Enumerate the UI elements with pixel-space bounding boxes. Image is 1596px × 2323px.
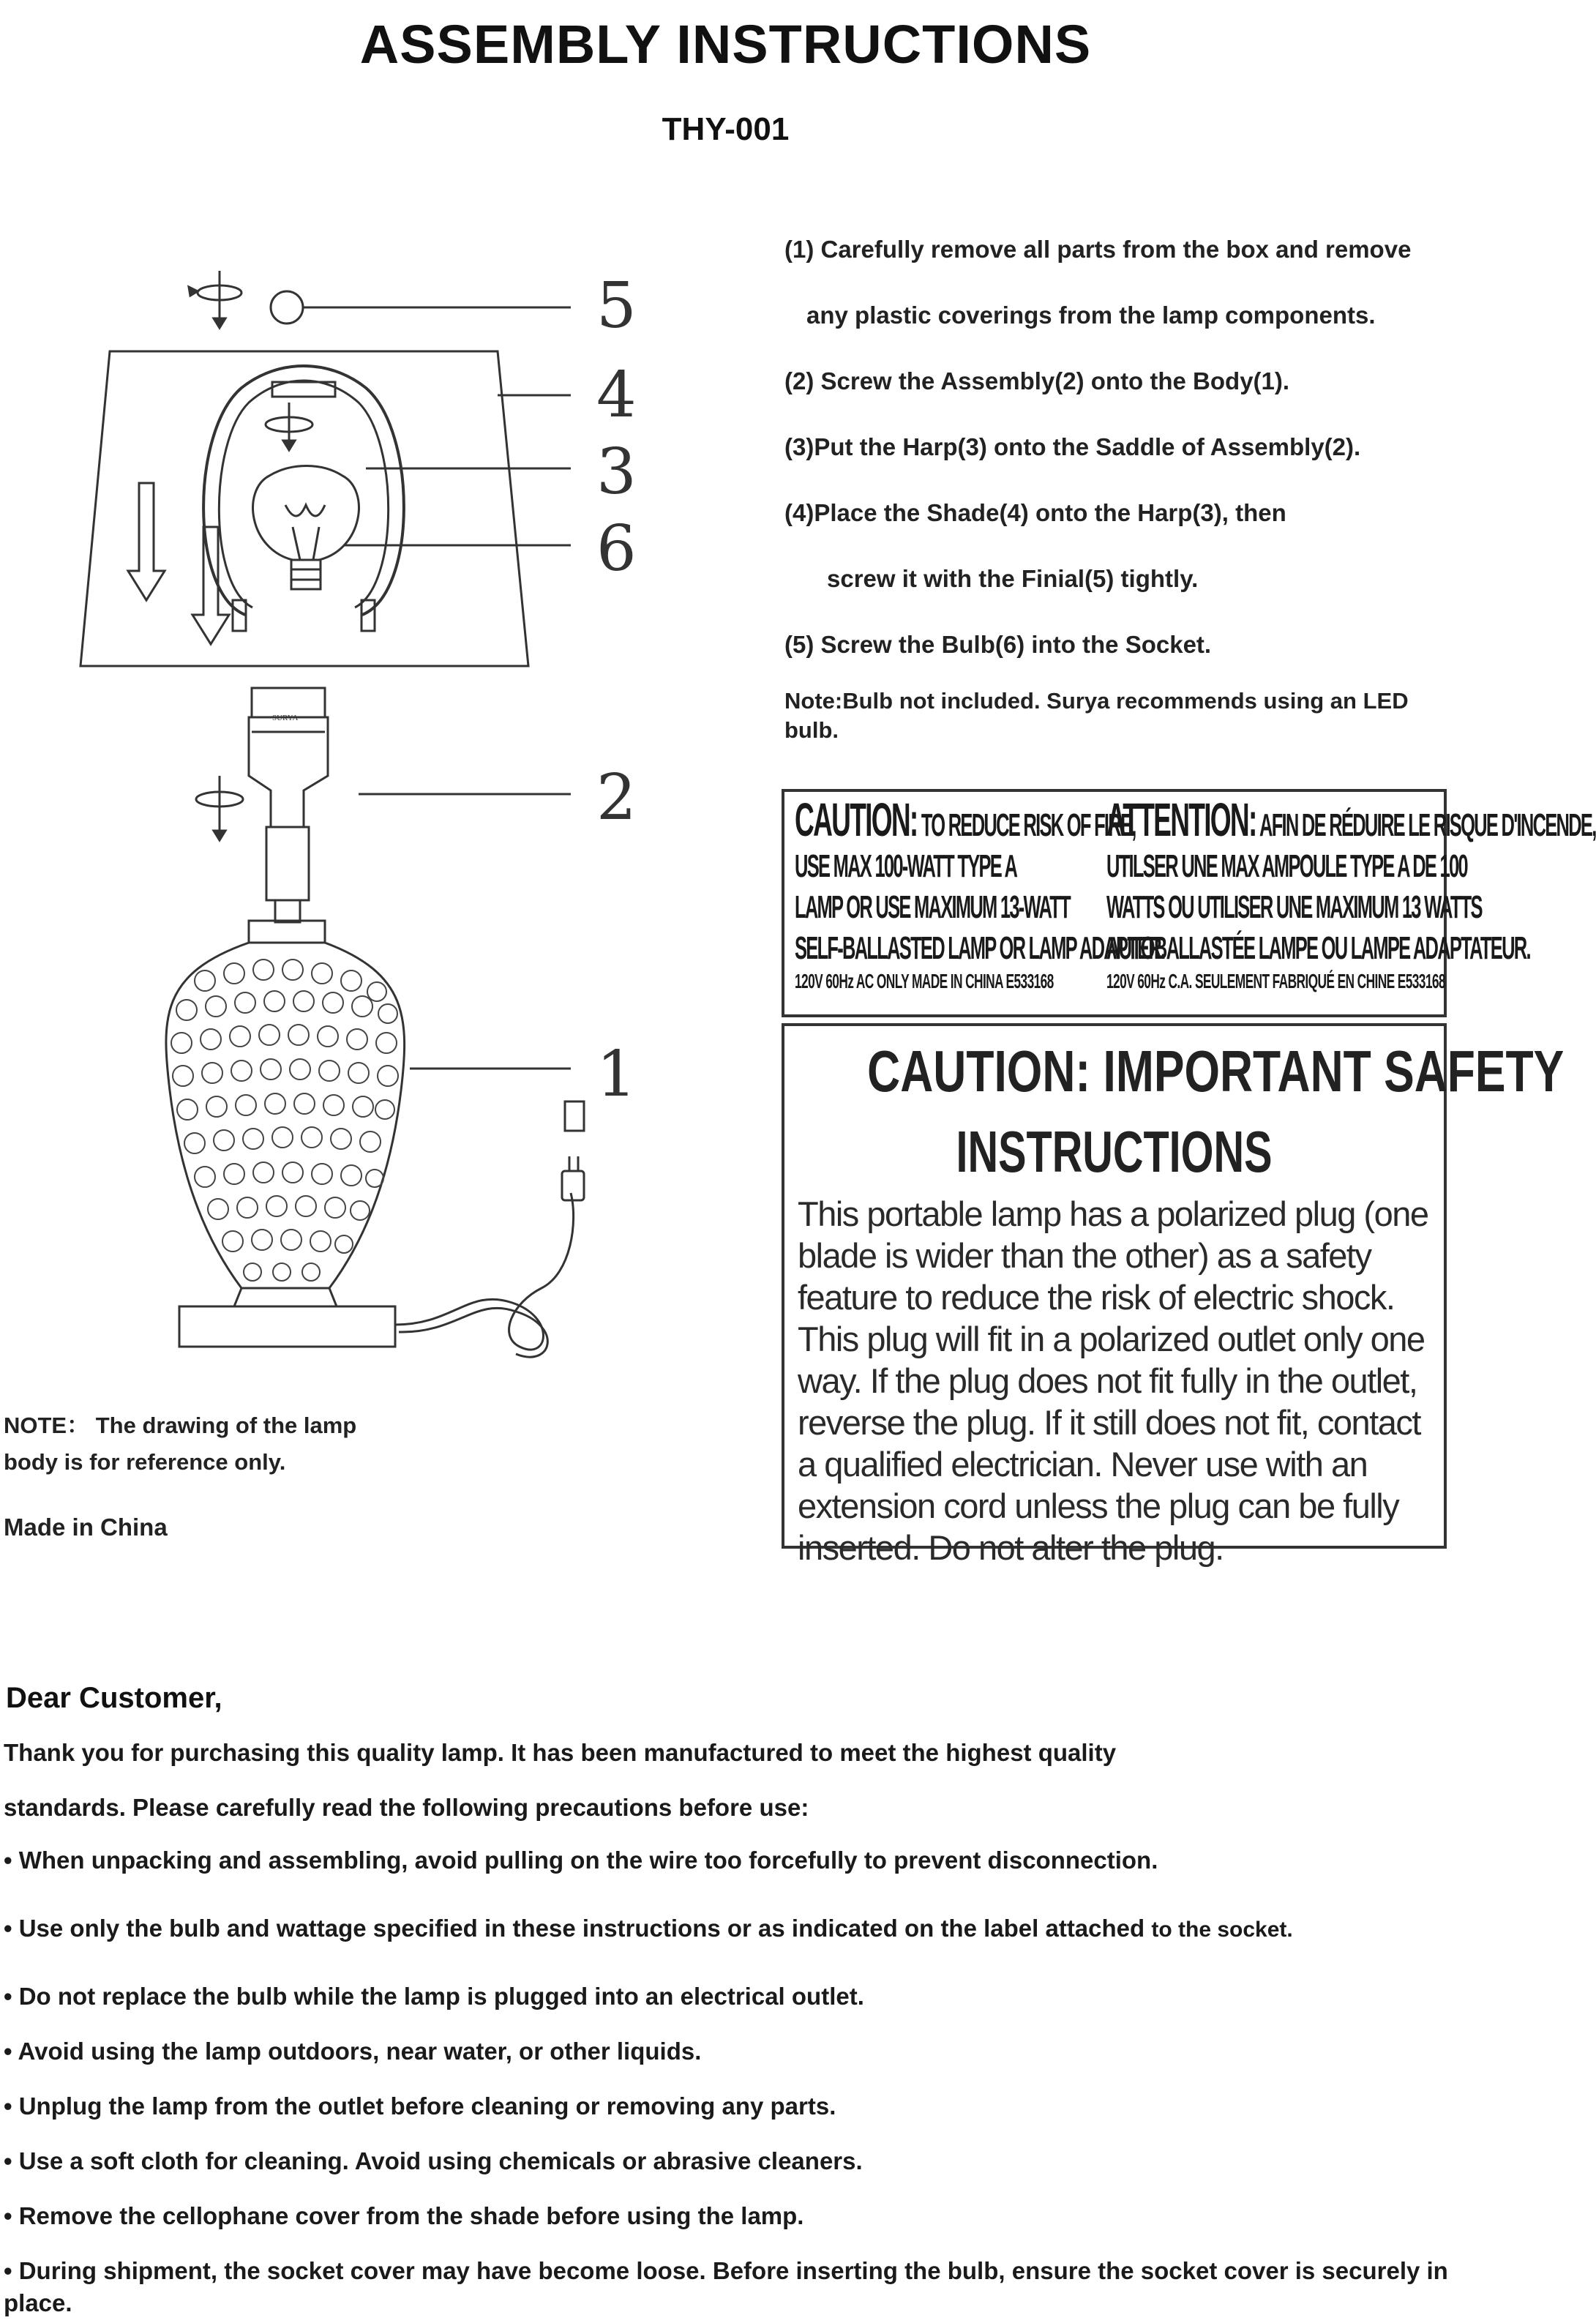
greeting: Dear Customer, [6, 1682, 222, 1714]
down-arrow-icon [192, 527, 229, 644]
part-number-3: 3 [596, 435, 637, 509]
part-number-4: 4 [596, 359, 637, 432]
step-2: (2) Screw the Assembly(2) onto the Body(1). [784, 367, 1290, 394]
intro-line-1: Thank you for purchasing this quality lamp. It has been manufactured to meet the highest quality [4, 1739, 1117, 1766]
intro-line-2: standards. Please carefully read the following precautions before use: [4, 1794, 809, 1821]
drawing-note-line-1: NOTE： The drawing of the lamp [4, 1413, 357, 1438]
label-fr-line-3: WATTS OU UTILISER UNE MAXIMUM 13 WATTS [1106, 889, 1482, 925]
label-fr-line-5: 120V 60Hz C.A. SEULEMENT FABRIQUÉ EN CHINE E533168 [1106, 970, 1445, 992]
part-number-1: 1 [596, 1038, 637, 1111]
safety-heading-2: INSTRUCTIONS [956, 1119, 1273, 1184]
lamp-assembly-diagram [0, 249, 776, 1376]
label-en-head-line: CAUTION: TO REDUCE RISK OF FIRE, [795, 793, 1136, 846]
label-en-line-2: USE MAX 100-WATT TYPE A [795, 848, 1017, 884]
power-cord [395, 1193, 574, 1350]
precaution-item: • Do not replace the bulb while the lamp is plugged into an electrical outlet. [4, 1983, 864, 2010]
label-en-line-5: 120V 60Hz AC ONLY MADE IN CHINA E533168 [795, 970, 1054, 992]
warning-label [782, 789, 1596, 1017]
step-5: (5) Screw the Bulb(6) into the Socket. [784, 631, 1212, 658]
drawing-note-line-2: body is for reference only. [4, 1449, 286, 1475]
finial-part [271, 291, 303, 323]
step-4-line-1: (4)Place the Shade(4) onto the Harp(3), then [784, 499, 1286, 526]
bulb-note: Note:Bulb not included. Surya recommends using an LED bulb. [784, 688, 1409, 743]
part-number-2: 2 [596, 761, 637, 834]
socket-brand-text: SURYA [272, 714, 299, 722]
bulb-part [253, 466, 359, 590]
down-arrow-icon [128, 483, 165, 600]
label-en-line-4: SELF-BALLASTED LAMP OR LAMP ADAPTER. [795, 930, 1165, 966]
safety-instructions-box [782, 1023, 1565, 1567]
finial-rotate-icon [189, 271, 241, 328]
precaution-item: • Remove the cellophane cover from the shade before using the lamp. [4, 2202, 804, 2229]
part-number-6: 6 [596, 512, 637, 586]
part-number-5: 5 [596, 269, 637, 343]
precaution-item: • Use only the bulb and wattage specified in these instructions or as indicated on the label attached to the socket. [4, 1915, 1293, 1942]
page-title: ASSEMBLY INSTRUCTIONS [359, 14, 1092, 75]
step-1-line-2: any plastic coverings from the lamp components. [806, 302, 1376, 329]
safety-heading-1: CAUTION: IMPORTANT SAFETY [867, 1039, 1565, 1104]
precaution-item: • Avoid using the lamp outdoors, near water, or other liquids. [4, 2038, 702, 2065]
plug-icon [562, 1101, 584, 1200]
label-en-line-3: LAMP OR USE MAXIMUM 13-WATT [795, 889, 1070, 925]
harp-part [203, 366, 404, 615]
precaution-item: • When unpacking and assembling, avoid pulling on the wire too forcefully to prevent disconnection. [4, 1847, 1158, 1874]
step-3: (3)Put the Harp(3) onto the Saddle of Assembly(2). [784, 433, 1361, 460]
model-number: THY-001 [662, 111, 790, 147]
step-1-line-1: (1) Carefully remove all parts from the box and remove [784, 236, 1412, 263]
step-4-line-2: screw it with the Finial(5) tightly. [827, 565, 1199, 592]
precaution-item: • Unplug the lamp from the outlet before cleaning or removing any parts. [4, 2092, 836, 2120]
precaution-item: • During shipment, the socket cover may have become loose. Before inserting the bulb, ensure the socket cover is securely in place. [4, 2257, 1448, 2316]
label-fr-head-line: ATTENTION: AFIN DE RÉDUIRE LE RISQUE D'INCENDE, [1106, 793, 1596, 846]
safety-body-text: This portable lamp has a polarized plug (one blade is wider than the other) as a safety feature to reduce the risk of electric shock. This plug will fit in a polarized outlet only one way. If the plug does not fit fully in the outlet, reverse the plug. If it still does not fit, contact a qualified electrician. Never use with an extension cord unless the plug can be fully inserted. Do not alter the plug. [798, 1194, 1428, 1567]
made-in-china: Made in China [4, 1514, 168, 1541]
precaution-item: • Use a soft cloth for cleaning. Avoid using chemicals or abrasive cleaners. [4, 2147, 863, 2174]
label-fr-line-4: AUTOBALLASTÉE LAMPE OU LAMPE ADAPTATEUR. [1106, 930, 1530, 966]
label-fr-line-2: UTILSER UNE MAX AMPOULE TYPE A DE 100 [1106, 848, 1467, 884]
